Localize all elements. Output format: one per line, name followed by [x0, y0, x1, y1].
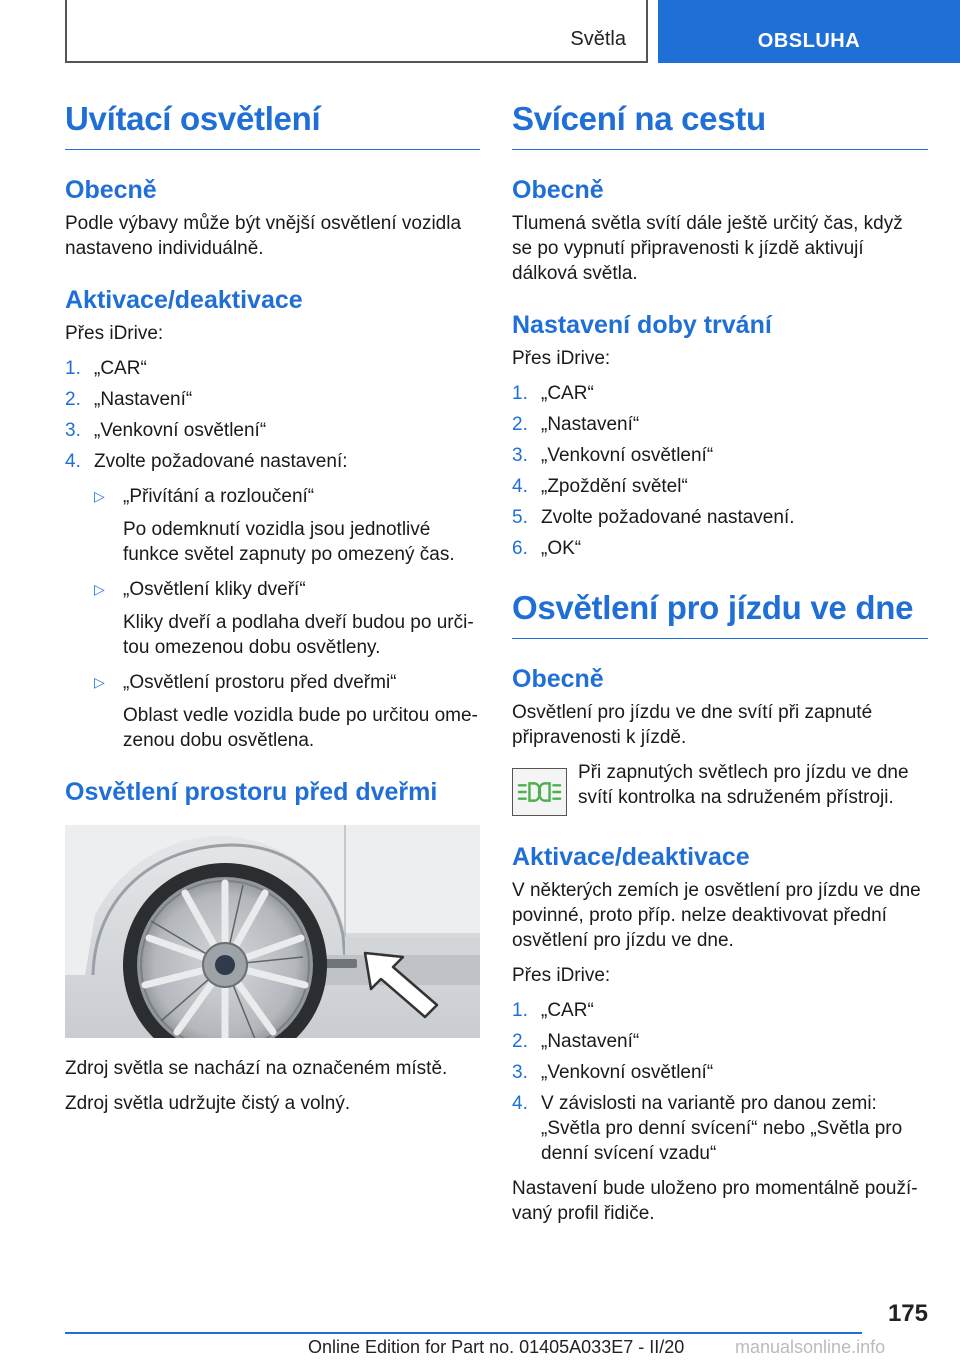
duration-steps-list — [512, 381, 928, 561]
option-description: Oblast vedle vozidla bude po určitou omezenou dobu osvětlena. — [123, 704, 478, 751]
step-number: 4. — [512, 1092, 528, 1114]
step-text: „CAR“ — [94, 357, 147, 379]
list-item — [512, 998, 928, 1023]
step-number: 2. — [512, 1030, 528, 1052]
list-item — [512, 1091, 928, 1166]
list-item — [65, 356, 480, 381]
watermark: manualsonline.info — [735, 1337, 886, 1357]
list-item — [512, 412, 928, 437]
footer-divider — [65, 1332, 862, 1334]
door-area-section — [65, 777, 480, 1116]
step-text: „Venkovní osvětlení“ — [541, 444, 714, 466]
step-text: „CAR“ — [541, 382, 594, 404]
right-column — [512, 100, 928, 1236]
welcome-activation-heading: Aktivace/deaktivace — [65, 285, 303, 314]
list-item — [512, 474, 928, 499]
header-frame — [65, 0, 648, 63]
step-number: 1. — [512, 382, 528, 404]
daytime-running-light-indicator-icon — [512, 768, 567, 816]
step-number: 4. — [65, 450, 81, 472]
step-text: V závislosti na variantě pro danou zemi: „Světla pro denní svícení“ nebo „Světla pro denní svícení vzadu“ — [541, 1092, 903, 1164]
step-text: „Nastavení“ — [541, 413, 640, 435]
step-number: 6. — [512, 537, 528, 559]
daytime-note: Nastavení bude uloženo pro momentálně používaný profil řidiče. — [512, 1177, 918, 1224]
daytime-activation-intro: Přes iDrive: — [512, 964, 611, 986]
list-item — [512, 1060, 928, 1085]
option-label: „Osvětlení kliky dveří“ — [123, 578, 306, 600]
welcome-light-title: Uvítací osvětlení — [65, 100, 480, 150]
option-label: „Osvětlení prostoru před dveřmi“ — [123, 671, 397, 693]
door-area-heading: Osvětlení prostoru před dveřmi — [65, 777, 438, 806]
step-number: 4. — [512, 475, 528, 497]
follow-general-section — [512, 175, 928, 286]
step-number: 2. — [65, 388, 81, 410]
edition-text: Online Edition for Part no. 01405A033E7 - II/20 — [308, 1337, 685, 1357]
daytime-activation-text: V některých zemích je osvětlení pro jízdu ve dne povinné, proto příp. nelze deaktivovat přední osvětlení pro jízdu ve dne. — [512, 879, 921, 951]
daytime-general-heading: Obecně — [512, 664, 604, 693]
list-item — [65, 387, 480, 412]
step-text: „Zpoždění světel“ — [541, 475, 688, 497]
daytime-general-section — [512, 664, 928, 818]
step-text: „Nastavení“ — [541, 1030, 640, 1052]
step-text: „CAR“ — [541, 999, 594, 1021]
step-text: „Venkovní osvětlení“ — [541, 1061, 714, 1083]
duration-heading: Nastavení doby trvání — [512, 310, 772, 339]
list-item — [512, 443, 928, 468]
list-item — [65, 418, 480, 443]
step-text: Zvolte požadované nastavení. — [541, 506, 795, 528]
indicator-note-text: Při zapnutých světlech pro jízdu ve dne svítí kontrolka na sdruženém přístroji. — [578, 761, 909, 808]
option-item — [94, 577, 480, 660]
step-number: 3. — [512, 444, 528, 466]
welcome-activation-intro: Přes iDrive: — [65, 322, 164, 344]
daytime-activation-heading: Aktivace/deaktivace — [512, 842, 750, 871]
step-number: 1. — [512, 999, 528, 1021]
list-item — [512, 381, 928, 406]
triangle-bullet-icon: ▷ — [94, 673, 105, 690]
step-number: 1. — [65, 357, 81, 379]
step-number: 2. — [512, 413, 528, 435]
door-area-text-1: Zdroj světla se nachází na označeném místě. — [65, 1057, 448, 1079]
step-text: „OK“ — [541, 537, 582, 559]
list-item — [512, 505, 928, 530]
daytime-general-text: Osvětlení pro jízdu ve dne svítí při zapnuté připravenosti k jízdě. — [512, 701, 873, 748]
triangle-bullet-icon: ▷ — [94, 487, 105, 504]
daytime-steps-list — [512, 998, 928, 1166]
indicator-note — [512, 760, 928, 818]
follow-me-home-title: Svícení na cestu — [512, 100, 928, 150]
daytime-light-title: Osvětlení pro jízdu ve dne — [512, 589, 928, 639]
welcome-general-heading: Obecně — [65, 175, 157, 204]
list-item — [512, 1029, 928, 1054]
triangle-bullet-icon: ▷ — [94, 580, 105, 597]
option-list — [94, 484, 480, 753]
duration-intro: Přes iDrive: — [512, 347, 611, 369]
list-item — [65, 449, 480, 753]
follow-general-heading: Obecně — [512, 175, 604, 204]
section-title: Světla — [570, 28, 626, 50]
welcome-general-text: Podle výbavy může být vnější osvětlení vozidla nastaveno individuálně. — [65, 212, 462, 259]
step-text: „Nastavení“ — [94, 388, 193, 410]
welcome-steps-list — [65, 356, 480, 753]
step-number: 3. — [65, 419, 81, 441]
option-item — [94, 670, 480, 753]
daytime-activation-section — [512, 842, 928, 1226]
step-number: 5. — [512, 506, 528, 528]
step-text: „Venkovní osvětlení“ — [94, 419, 267, 441]
follow-general-text: Tlumená světla svítí dále ještě určitý čas, když se po vypnutí připravenosti k jízdě aktivují dálková světla. — [512, 212, 903, 284]
step-text: Zvolte požadované nastavení: — [94, 450, 348, 472]
step-number: 3. — [512, 1061, 528, 1083]
page-number: 175 — [887, 1300, 928, 1327]
door-area-text-2: Zdroj světla udržujte čistý a volný. — [65, 1092, 351, 1114]
option-description: Kliky dveří a podlaha dveří budou po určitou omezenou dobu osvětleny. — [123, 611, 474, 658]
duration-section — [512, 310, 928, 561]
option-description: Po odemknutí vozidla jsou jednotlivé funkce světel zapnuty po omezený čas. — [123, 518, 455, 565]
left-column — [65, 100, 480, 1126]
option-label: „Přivítání a rozloučení“ — [123, 485, 315, 507]
car-wheel-figure — [65, 825, 480, 1038]
welcome-general-section — [65, 175, 480, 261]
chapter-tab: OBSLUHA — [658, 0, 960, 63]
welcome-activation-section — [65, 285, 480, 753]
option-item — [94, 484, 480, 567]
list-item — [512, 536, 928, 561]
